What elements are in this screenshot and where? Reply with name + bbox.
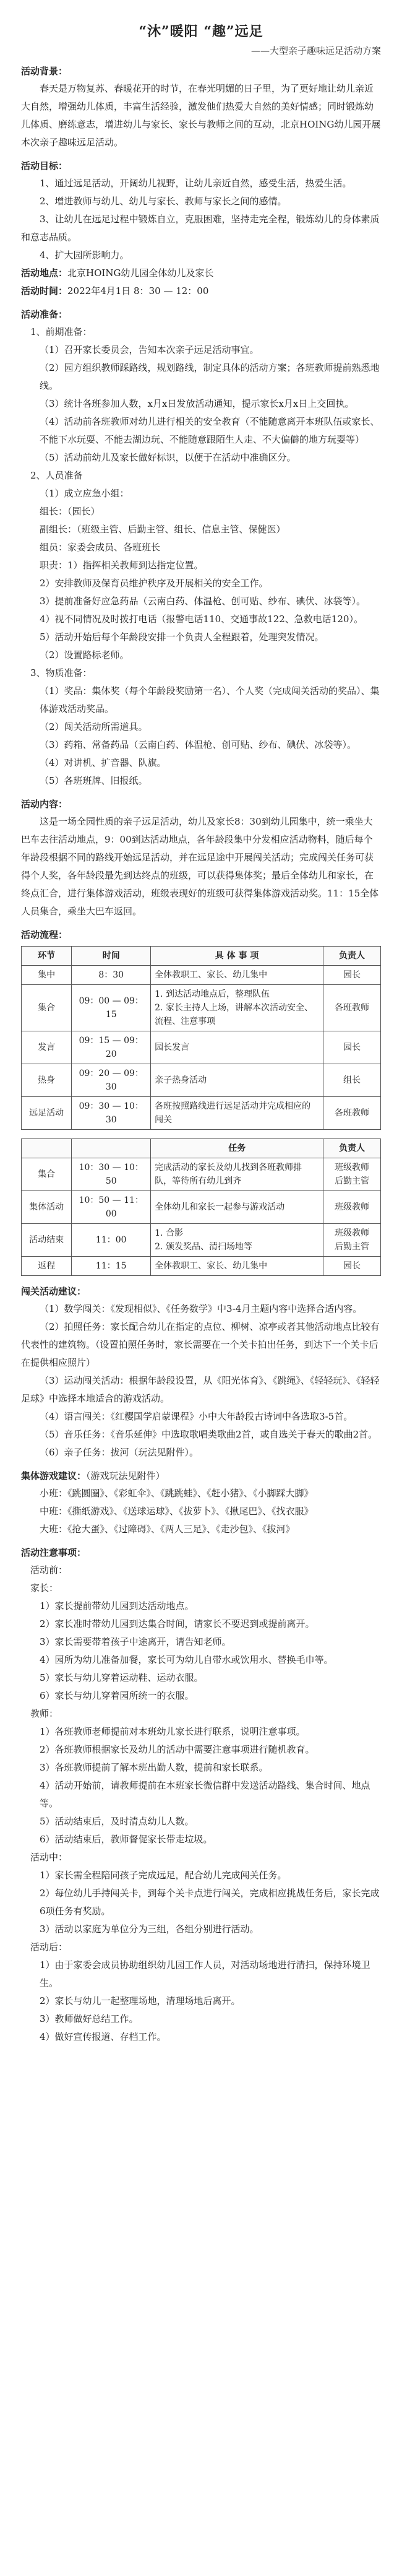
flow-header-time: 时间 [72, 947, 151, 966]
goals-list [21, 175, 381, 264]
games-heading: 集体游戏建议： [21, 1470, 87, 1481]
background-heading: 活动背景： [21, 66, 68, 77]
prep-section-title: 3、物质准备： [30, 667, 92, 679]
flow2-cell-task: 全体幼儿和家长一起参与游戏活动 [151, 1191, 323, 1224]
time-value: 2022年4月1日 8：30 — 12：00 [67, 285, 209, 297]
prep-item: 组员：家委会成员、各班班长 [40, 542, 161, 553]
prep-item: 4）视不同情况及时拨打电话（报警电话110、交通事故122、急救电话120）。 [40, 614, 363, 625]
prep-item: 3）提前准备好应急药品（云南白药、体温枪、创可贴、纱布、碘伏、冰袋等）。 [40, 596, 366, 607]
flow-cell-task: 园长发言 [151, 1031, 323, 1064]
notes-item: 4）做好宣传报道、存档工作。 [40, 2031, 166, 2042]
game-item: 小班：《跳圆圈》、《彩虹伞》、《跳跳蛙》、《赶小猪》、《小脚踩大脚》 [40, 1488, 314, 1499]
flow-header-owner: 负责人 [323, 947, 381, 966]
notes-item: 6）活动结束后，教师督促家长带走垃圾。 [40, 1834, 213, 1845]
flow-heading: 活动流程： [21, 929, 68, 940]
goal-item: 4、扩大园所影响力。 [40, 249, 129, 261]
notes-item: 1）由于家委会成员协助组织幼儿园工作人员，对活动场地进行清扫，保持环境卫生。 [40, 1959, 370, 1988]
flow-row [22, 985, 381, 1031]
flow2-cell-task: 完成活动的家长及幼儿找到各班教师排队，等待所有幼儿到齐 [151, 1158, 323, 1191]
flow-cell-task: 1. 到达活动地点后，整理队伍 2. 家长主持人上场，讲解本次活动安全、流程、注意事项 [151, 985, 323, 1031]
notes-section-title: 活动中： [30, 1852, 68, 1863]
prep-section-title: 1、前期准备： [30, 326, 92, 337]
prep-item: （3）药箱、常备药品（云南白药、体温枪、创可贴、纱布、碘伏、冰袋等）。 [40, 739, 357, 750]
time-line [21, 282, 381, 300]
flow-cell-task: 全体教职工、家长、幼儿集中 [151, 966, 323, 985]
background-text: 春天是万物复苏、春暖花开的时节，在春光明媚的日子里，为了更好地让幼儿亲近大自然，增强幼儿体质，丰富生活经验，激发他们热爱大自然的美好情感；同时锻炼幼儿体质、磨练意志，增进幼儿与家长、家长与教师之间的互动，北京HOING幼儿园开展本次亲子趣味远足活动。 [21, 83, 381, 148]
challenge-item: （4）语言闯关：《红樱国学启蒙课程》小中大年龄段古诗词中各选取3-5首。 [40, 1411, 353, 1422]
flow-cell-owner: 各班教师 [323, 1097, 381, 1130]
flow-cell-owner: 园长 [323, 1031, 381, 1064]
flow-cell-task: 各班按照路线进行远足活动并完成相应的闯关 [151, 1097, 323, 1130]
flow2-cell-time: 11：00 [72, 1224, 151, 1257]
notes-item: 1）各班教师老师提前对本班幼儿家长进行联系，说明注意事项。 [40, 1726, 306, 1737]
notes-heading: 活动注意事项： [21, 1547, 87, 1558]
flow-cell-stage: 集合 [22, 985, 72, 1031]
flow-cell-time: 8：30 [72, 966, 151, 985]
prep-item: （2）闯关活动所需道具。 [40, 721, 148, 732]
flow-cell-owner: 组长 [323, 1064, 381, 1097]
prep-item: （4）活动前各班教师对幼儿进行相关的安全教育（不能随意离开本班队伍或家长、不能下水玩耍、不能去湖边玩、不能随意跟陌生人走、不大偏僻的地方玩耍等） [40, 416, 380, 445]
prep-item: （2）园方组织教师踩路线，规划路线，制定具体的活动方案；各班教师提前熟悉地线。 [40, 362, 380, 391]
challenge-item: （1）数学闯关：《发现相似》、《任务数学》中3-4月主题内容中选择合适内容。 [40, 1303, 362, 1314]
flow-cell-stage: 发言 [22, 1031, 72, 1064]
games-list [21, 1485, 381, 1538]
flow2-cell-owner: 班级教师 [323, 1191, 381, 1224]
place-heading: 活动地点： [21, 267, 68, 279]
flow-cell-time: 09：15 — 09：20 [72, 1031, 151, 1064]
goal-item: 1、通过远足活动，开阔幼儿视野，让幼儿亲近自然，感受生活，热爱生活。 [40, 178, 352, 189]
flow2-cell-owner: 班级教师 后勤主管 [323, 1224, 381, 1257]
prep-item: 副组长：（班级主管、后勤主管、组长、信息主管、保健医） [40, 524, 286, 535]
flow-cell-stage: 集中 [22, 966, 72, 985]
flow2-row [22, 1158, 381, 1191]
content-text: 这是一场全园性质的亲子远足活动，幼儿及家长8：30到幼儿园集中，统一乘坐大巴车去往活动地点，9：00到达活动地点，各年龄段集中分发相应活动物料，随后每个年龄段根据不同的路线开始远足活动，并在远足途中开展闯关活动；完成闯关任务可获得个人奖，各年龄段最先到达终点的班级，可以获得集体奖；最后全体幼儿和家长，在终点汇合，进行集体游戏活动，班级表现好的班级可获得集体游戏活动奖。11：15全体人员集合，乘坐大巴车返回。 [21, 816, 379, 917]
flow2-cell-time: 10：50 — 11：00 [72, 1191, 151, 1224]
notes-item: 3）教师做好总结工作。 [40, 2013, 139, 2024]
notes-item: 3）活动以家庭为单位分为三组，各组分别进行活动。 [40, 1923, 259, 1935]
prep-item: （1）奖品：集体奖（每个年龄段奖励第一名）、个人奖（完成闯关活动的奖品）、集体游戏活动奖品。 [40, 685, 380, 714]
notes-item: 1）家长需全程陪同孩子完成远足，配合幼儿完成闯关任务。 [40, 1870, 287, 1881]
goal-item: 2、增进教师与幼儿、幼儿与家长、教师与家长之间的感情。 [40, 196, 287, 207]
flow-header-task: 具 体 事 项 [151, 947, 323, 966]
prep-item: （3）统计各班参加人数，x月x日发放活动通知，提示家长x月x日上交回执。 [40, 398, 354, 409]
flow-cell-stage: 热身 [22, 1064, 72, 1097]
notes-item: 4）园所为幼儿准备加餐，家长可为幼儿自带水或饮用水、替换毛巾等。 [40, 1654, 333, 1665]
prep-section-title: 2、人员准备 [30, 470, 83, 481]
prep-item: （5）各班班牌、旧报纸。 [40, 775, 148, 786]
flow2-header-time [72, 1139, 151, 1158]
goals-heading: 活动目标： [21, 160, 68, 171]
flow-cell-task: 亲子热身活动 [151, 1064, 323, 1097]
prep-item: （1）成立应急小组： [40, 488, 129, 499]
challenge-item: （6）亲子任务：拔河（玩法见附件）。 [40, 1447, 199, 1458]
flow2-cell-stage: 集合 [22, 1158, 72, 1191]
challenge-item: （3）运动闯关活动：根据年龄段设置，从《阳光体育》、《跳绳》、《轻轻玩》、《轻轻足球》中选择本地适合的游戏活动。 [21, 1375, 380, 1404]
prep-item: （1）召开家长委员会，告知本次亲子远足活动事宜。 [40, 344, 259, 355]
flow-cell-owner: 各班教师 [323, 985, 381, 1031]
flow2-row [22, 1191, 381, 1224]
flow2-header-task: 任务 [151, 1139, 323, 1158]
time-heading: 活动时间： [21, 285, 68, 297]
flow-row [22, 1064, 381, 1097]
content-heading: 活动内容： [21, 799, 68, 810]
prep-sections [21, 323, 381, 790]
games-heading-line [21, 1469, 381, 1482]
flow2-cell-stage: 活动结束 [22, 1224, 72, 1257]
prep-item: （4）对讲机、扩音器、队旗。 [40, 757, 166, 768]
place-value: 北京HOING幼儿园全体幼儿及家长 [67, 267, 214, 279]
notes-item: 5）活动结束后，及时清点幼儿人数。 [40, 1816, 194, 1827]
prep-item: 5）活动开始后每个年龄段安排一个负责人全程跟着，处理突发情况。 [40, 631, 324, 643]
flow-cell-owner: 园长 [323, 966, 381, 985]
prep-item: 组长：（园长） [40, 506, 100, 517]
flow-row [22, 1097, 381, 1130]
notes-section-title: 家长： [30, 1582, 59, 1594]
notes-item: 6）家长与幼儿穿着园所统一的衣服。 [40, 1690, 194, 1701]
notes-item: 1）家长提前带幼儿园到达活动地点。 [40, 1600, 194, 1611]
notes-item: 5）家长与幼儿穿着运动鞋、运动衣服。 [40, 1672, 203, 1683]
game-item: 大班：《抢大蛋》、《过障碍》、《两人三足》、《走沙包》、《拔河》 [40, 1524, 295, 1535]
notes-item: 2）各班教师根据家长及幼儿的活动中需要注意事项进行随机教育。 [40, 1744, 315, 1755]
flow-cell-time: 09：20 — 09：30 [72, 1064, 151, 1097]
flow2-table-header-row [22, 1139, 381, 1158]
goal-item: 3、让幼儿在远足过程中锻炼自立，克服困难，坚持走完全程，锻炼幼儿的身体素质和意志品质。 [21, 214, 380, 243]
games-subheading: （游戏玩法见附件） [86, 1470, 165, 1481]
flow2-cell-owner: 班级教师 后勤主管 [323, 1158, 381, 1191]
flow2-cell-task: 全体教职工、家长、幼儿集中 [151, 1257, 323, 1276]
flow2-cell-time: 10：30 — 10：50 [72, 1158, 151, 1191]
document-subtitle: ——大型亲子趣味远足活动方案 [250, 45, 381, 56]
flow-table [21, 946, 381, 1130]
flow-cell-stage: 远足活动 [22, 1097, 72, 1130]
flow-row [22, 1031, 381, 1064]
flow2-cell-task: 1. 合影 2. 颁发奖品、清扫场地等 [151, 1224, 323, 1257]
prep-item: 职责：1）指挥相关教师到达指定位置。 [40, 560, 203, 571]
flow2-cell-owner: 园长 [323, 1257, 381, 1276]
notes-item: 2）家长准时带幼儿园到达集合时间，请家长不要迟到或提前离开。 [40, 1618, 315, 1629]
game-item: 中班：《撕纸游戏》、《送球运球》、《拔萝卜》、《揪尾巴》、《找衣服》 [40, 1506, 314, 1517]
flow-table-header-row [22, 947, 381, 966]
notes-section-title: 活动后： [30, 1941, 68, 1953]
flow-header-stage: 环节 [22, 947, 72, 966]
prep-heading: 活动准备： [21, 309, 68, 320]
flow-table-2 [21, 1138, 381, 1276]
flow2-cell-stage: 返程 [22, 1257, 72, 1276]
notes-sections [21, 1561, 381, 2046]
flow-cell-time: 09：30 — 10：30 [72, 1097, 151, 1130]
challenge-list [21, 1300, 381, 1462]
prep-item: （5）活动前幼儿及家长做好标识，以便于在活动中准确区分。 [40, 452, 296, 463]
document-title: “沐”暖阳 “趣”远足 [139, 24, 263, 40]
flow-row [22, 966, 381, 985]
challenge-item: （2）拍照任务：家长配合幼儿在指定的点位、柳树、凉亭或者其他活动地点比较有代表性的建筑物。（设置拍照任务时，家长需要在一个关卡拍出任务，到达下一个关卡后在提供相应照片） [21, 1321, 380, 1368]
flow2-cell-stage: 集体活动 [22, 1191, 72, 1224]
challenge-item: （5）音乐任务：《音乐延伸》中选取歌唱类歌曲2首，或自选关于春天的歌曲2首。 [40, 1429, 378, 1440]
place-line [21, 264, 381, 282]
prep-item: 2）安排教师及保育员维护秩序及开展相关的安全工作。 [40, 578, 268, 589]
notes-item: 3）家长需要带着孩子中途离开，请告知老师。 [40, 1636, 231, 1647]
flow2-row [22, 1257, 381, 1276]
flow2-row [22, 1224, 381, 1257]
notes-item: 2）每位幼儿手持闯关卡，到每个关卡点进行闯关，完成相应挑战任务后，家长完成6项任务有奖励。 [40, 1888, 380, 1917]
notes-section-title: 活动前： [30, 1564, 68, 1576]
notes-item: 4）活动开始前，请教师提前在本班家长微信群中发送活动路线、集合时间、地点等。 [40, 1780, 370, 1809]
flow-table-2-body [22, 1158, 381, 1276]
prep-item: （2）设置路标老师。 [40, 649, 129, 661]
challenge-heading: 闯关活动建议： [21, 1286, 87, 1297]
notes-item: 3）各班教师提前了解本班出勤人数，提前和家长联系。 [40, 1762, 268, 1773]
flow-table-body [22, 966, 381, 1130]
notes-section-title: 教师： [30, 1708, 59, 1719]
flow2-header-stage [22, 1139, 72, 1158]
flow-cell-time: 09：00 — 09：15 [72, 985, 151, 1031]
flow2-header-owner: 负责人 [323, 1139, 381, 1158]
flow2-cell-time: 11：15 [72, 1257, 151, 1276]
notes-item: 2）家长与幼儿一起整理场地，清理场地后离开。 [40, 1995, 241, 2006]
